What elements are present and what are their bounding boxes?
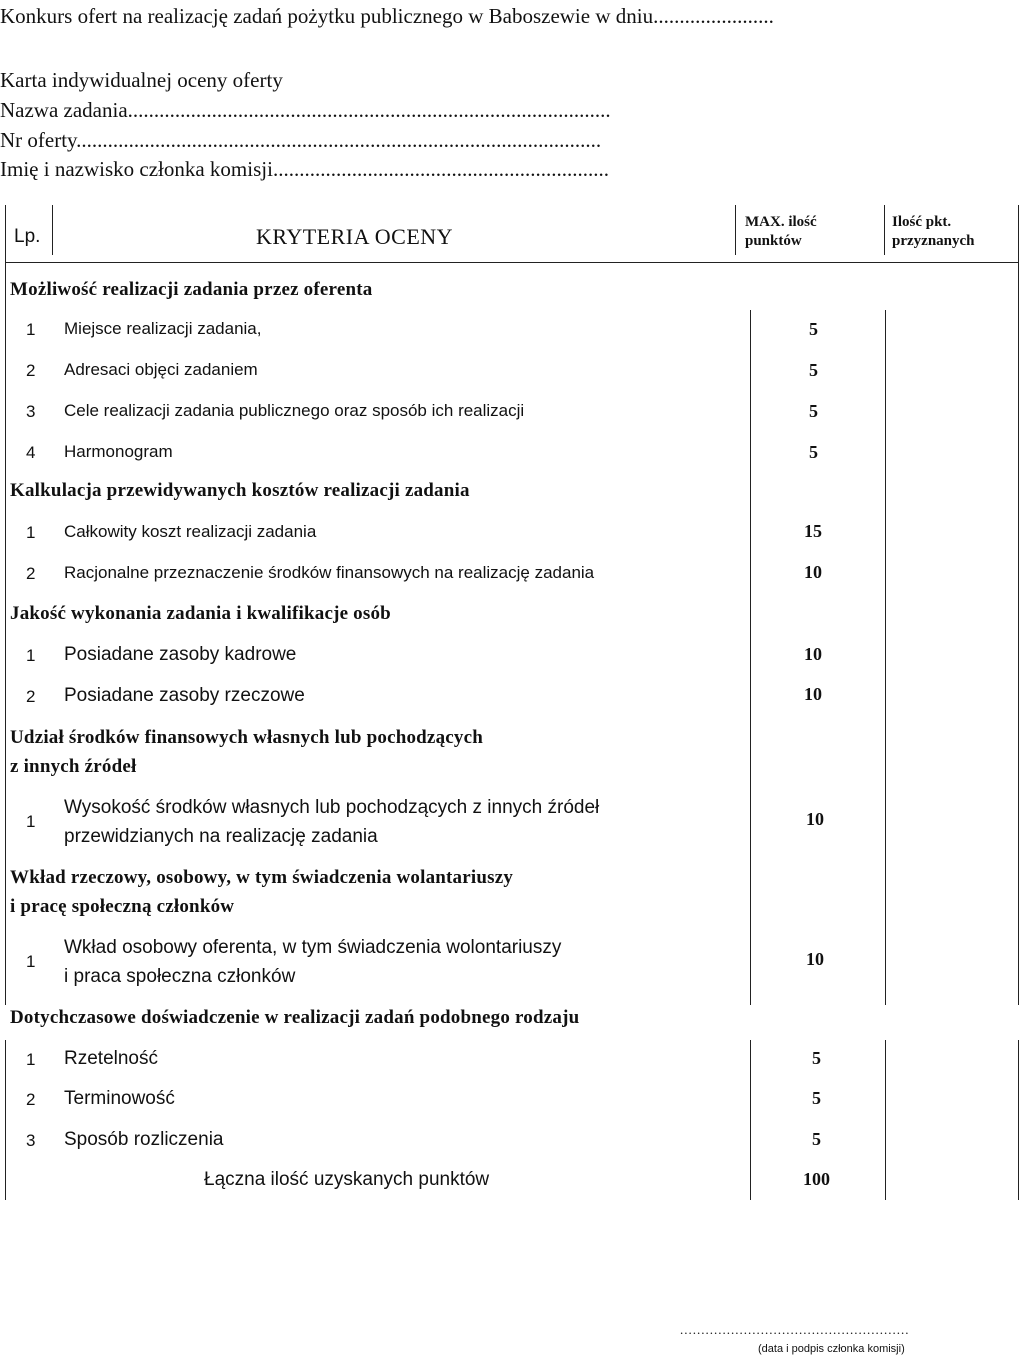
header-awarded-line2: przyznanych (892, 233, 975, 249)
max-right-border (885, 310, 886, 1005)
header-awarded-line1: Ilość pkt. (892, 214, 952, 230)
max-points: 10 (804, 562, 822, 582)
criterion-text: Rzetelność (64, 1048, 158, 1069)
signature-caption: (data i podpis członka komisji) (758, 1343, 905, 1355)
task-name-field[interactable]: Nazwa zadania............................................................................................ (0, 98, 611, 122)
section-title-line1: Wkład rzeczowy, osobowy, w tym świadczenia wolantariuszy (10, 867, 514, 888)
criterion-text: Adresaci objęci zadaniem (64, 360, 258, 379)
row-number: 1 (26, 952, 36, 971)
offer-number-field[interactable]: Nr oferty.................................................................................................... (0, 128, 602, 152)
criterion-text: Cele realizacji zadania publicznego oraz sposób ich realizacji (64, 401, 525, 420)
criterion-text: Posiadane zasoby rzeczowe (64, 685, 305, 706)
max-points: 5 (809, 442, 818, 462)
max-points: 5 (812, 1048, 821, 1068)
row-number: 3 (26, 1131, 36, 1150)
criterion-text-line1: Wysokość środków własnych lub pochodzących z innych źródeł (64, 797, 600, 818)
section-title: Kalkulacja przewidywanych kosztów realizacji zadania (10, 480, 470, 501)
criteria-right-border-lower (750, 1040, 751, 1200)
table-right-border-lower (1018, 1040, 1019, 1200)
section-title-line1: Udział środków finansowych własnych lub pochodzących (10, 727, 483, 748)
row-number: 2 (26, 564, 36, 583)
header-max-line2: punktów (745, 233, 802, 249)
row-number: 2 (26, 361, 36, 380)
row-number: 1 (26, 646, 36, 665)
row-number: 1 (26, 523, 36, 542)
max-points: 10 (806, 809, 824, 829)
table-left-border (5, 205, 6, 1005)
header-divider-max (735, 205, 736, 255)
criterion-text: Harmonogram (64, 442, 173, 461)
signature-line: ...................................................... (680, 1322, 910, 1337)
section-title: Jakość wykonania zadania i kwalifikacje osób (10, 603, 391, 624)
criterion-text: Racjonalne przeznaczenie środków finansowych na realizację zadania (64, 563, 595, 582)
criterion-text: Całkowity koszt realizacji zadania (64, 522, 317, 541)
max-points: 10 (804, 644, 822, 664)
card-title: Karta indywidualnej oceny oferty (0, 68, 283, 92)
max-right-border-lower (885, 1040, 886, 1200)
row-number: 1 (26, 812, 36, 831)
table-left-border-lower (5, 1040, 6, 1200)
total-label: Łączna ilość uzyskanych punktów (204, 1169, 490, 1190)
max-points: 5 (812, 1129, 821, 1149)
max-points: 10 (806, 949, 824, 969)
section-title-line2: i pracę społeczną członków (10, 896, 235, 917)
max-points: 5 (812, 1088, 821, 1108)
max-points: 5 (809, 360, 818, 380)
section-title-line2: z innych źródeł (10, 756, 137, 777)
criterion-text: Posiadane zasoby kadrowe (64, 644, 297, 665)
max-points: 15 (804, 521, 822, 541)
row-number: 3 (26, 402, 36, 421)
document-title: Konkurs ofert na realizację zadań pożytku publicznego w Baboszewie w dniu....................... (0, 4, 774, 28)
row-number: 1 (26, 320, 36, 339)
criteria-right-border (750, 310, 751, 1005)
criterion-text-line2: przewidzianych na realizację zadania (64, 826, 378, 847)
criterion-text-line1: Wkład osobowy oferenta, w tym świadczenia wolontariuszy (64, 937, 562, 958)
section-title: Możliwość realizacji zadania przez oferenta (10, 279, 373, 300)
row-number: 1 (26, 1050, 36, 1069)
header-divider-awarded (884, 205, 885, 255)
max-points: 5 (809, 319, 818, 339)
criterion-text: Sposób rozliczenia (64, 1129, 224, 1150)
header-divider-lp (52, 205, 53, 255)
row-number: 2 (26, 687, 36, 706)
total-max-points: 100 (803, 1169, 830, 1189)
table-right-border (1018, 205, 1019, 1005)
header-max-line1: MAX. ilość (745, 214, 817, 230)
member-name-field[interactable]: Imię i nazwisko członka komisji................................................................ (0, 157, 609, 181)
header-bottom-border (5, 262, 1018, 263)
max-points: 10 (804, 684, 822, 704)
row-number: 2 (26, 1090, 36, 1109)
section-title: Dotychczasowe doświadczenie w realizacji zadań podobnego rodzaju (10, 1007, 580, 1028)
criterion-text: Miejsce realizacji zadania, (64, 319, 262, 338)
criterion-text-line2: i praca społeczna członków (64, 966, 296, 987)
header-criteria: KRYTERIA OCENY (256, 224, 454, 249)
header-lp: Lp. (14, 226, 41, 247)
criterion-text: Terminowość (64, 1088, 175, 1109)
row-number: 4 (26, 443, 36, 462)
max-points: 5 (809, 401, 818, 421)
